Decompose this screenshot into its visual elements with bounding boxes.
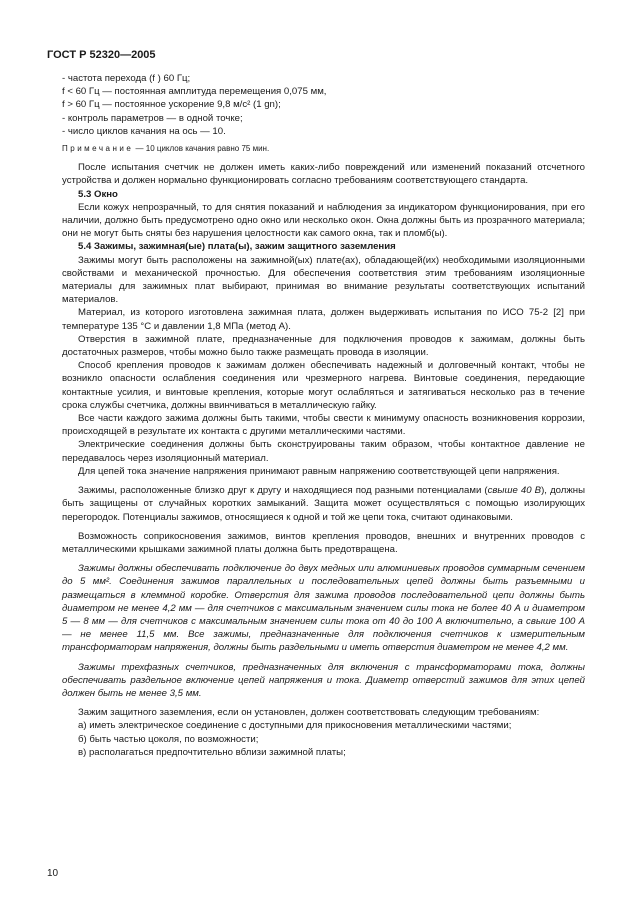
paragraph: Возможность соприкосновения зажимов, винтов крепления проводов, внешних и внутренних проводов с металлическими крышками зажимной платы должна быть предотвращена. [62, 530, 585, 555]
paragraph: Электрические соединения должны быть сконструированы таким образом, чтобы контактное давление не передавалось через изоляционный материал. [62, 439, 585, 464]
page-number: 10 [47, 868, 59, 879]
paragraph: Для цепей тока значение напряжения принимают равным напряжению соответствующей цепи напряжения. [78, 465, 560, 477]
list-item: в) располагаться предпочтительно вблизи зажимной платы; [78, 746, 346, 758]
list-item: f < 60 Гц — постоянная амплитуда перемещения 0,075 мм, [62, 86, 327, 98]
paragraph: Если кожух непрозрачный, то для снятия показаний и наблюдения за индикатором функционирования, при его наличии, должно быть предусмотрено одно окно или несколько окон. Окна должны быть из прозрачного материала; они не могут быть сняты без нарушения целостности как самого окна, так и пломб(ы). [62, 201, 585, 240]
note [62, 142, 585, 155]
note-text: — 10 циклов качания равно 75 мин. [133, 144, 270, 154]
paragraph: Зажимы могут быть расположены на зажимной(ых) плате(ах), обладающей(их) необходимыми изоляционными свойствами и механической прочностью. Для обеспечения соответствия этим требованиям изоляционные материалы для зажимных плат выбирают, принимая во внимание результаты соответствующих испытаний материалов. [62, 254, 585, 306]
list-item: - частота перехода (f ) 60 Гц; [62, 73, 191, 84]
paragraph: Отверстия в зажимной плате, предназначенные для подключения проводов к зажимам, должны быть достаточных размеров, чтобы можно было также размещать провода в изоляции. [62, 333, 585, 359]
paragraph: После испытания счетчик не должен иметь каких-либо повреждений или изменений показаний отсчетного устройства и должен нормально функционировать согласно требованиям соответствующего стандарта. [62, 162, 585, 187]
section-heading: 5.4 Зажимы, зажимная(ые) плата(ы), зажим защитного заземления [78, 241, 396, 253]
document-header: ГОСТ Р 52320—2005 [47, 49, 156, 61]
list-item: - число циклов качания на ось — 10. [62, 125, 226, 137]
paragraph: Зажимы трехфазных счетчиков, предназначенных для включения с трансформаторами тока, должны обеспечивать раздельное включение цепей напряжения и тока. Диаметр отверстий зажимов для этих цепей должен быть не менее 3,5 мм. [62, 661, 585, 699]
paragraph: Зажимы должны обеспечивать подключение до двух медных или алюминиевых проводов суммарным сечением до 5 мм². Соединения зажимов параллельных и последовательных цепей должны быть разъемными и размещаться в клеммной коробке. Отверстия для зажима проводов последовательной цепи должны быть диаметром не менее 4,2 мм — для счетчиков с максимальным значением силы тока не более 40 А и диаметром 5 — 8 мм — для счетчиков с максимальным значением силы тока от 40 до 100 А включительно, а свыше 100 А — не менее 11,5 мм. Все зажимы, предназначенные для подключения счетчиков к измерительным трансформаторам напряжения, должны быть раздельными и иметь отверстия диаметром не менее 4,2 мм. [62, 563, 585, 654]
note-label: Примечание [62, 144, 134, 154]
paragraph: Зажимы, расположенные близко друг к другу и находящиеся под разными потенциалами (свыше 40 В), должны быть защищены от случайных коротких замыканий. Защита может осуществляться с помощью изолирующих перегородок. Потенциалы зажимов, относящиеся к одной и той же цепи тока, считают одинаковыми. [62, 485, 585, 523]
paragraph: Зажим защитного заземления, если он установлен, должен соответствовать следующим требованиям: [78, 707, 540, 719]
list-item: - контроль параметров — в одной точке; [62, 112, 243, 124]
paragraph: Материал, из которого изготовлена зажимная плата, должен выдерживать испытания по ИСО 75-2 [2] при температуре 135 °С и давлении 1,8 МПа (метод А). [62, 307, 585, 332]
paragraph: Способ крепления проводов к зажимам должен обеспечивать надежный и долговечный контакт, чтобы не возникло опасности ослабления соединения или чрезмерного нагрева. Винтовые соединения, передающие контактные усилия, и винтовые крепления, которые могут ослабляться и затягиваться несколько раз в течение срока службы счетчика, должны ввинчиваться в металлическую гайку. [62, 360, 585, 411]
section-heading: 5.3 Окно [78, 188, 118, 200]
document-body [62, 72, 585, 759]
list-item: а) иметь электрическое соединение с доступными для прикосновения металлическими частями; [78, 720, 512, 732]
paragraph: Все части каждого зажима должны быть такими, чтобы свести к минимуму опасность возникновения коррозии, происходящей в результате их контакта с другими металлическими частями. [62, 413, 585, 438]
list-item: f > 60 Гц — постоянное ускорение 9,8 м/с² (1 gn); [62, 99, 281, 111]
list-item: б) быть частью цоколя, по возможности; [78, 733, 259, 745]
